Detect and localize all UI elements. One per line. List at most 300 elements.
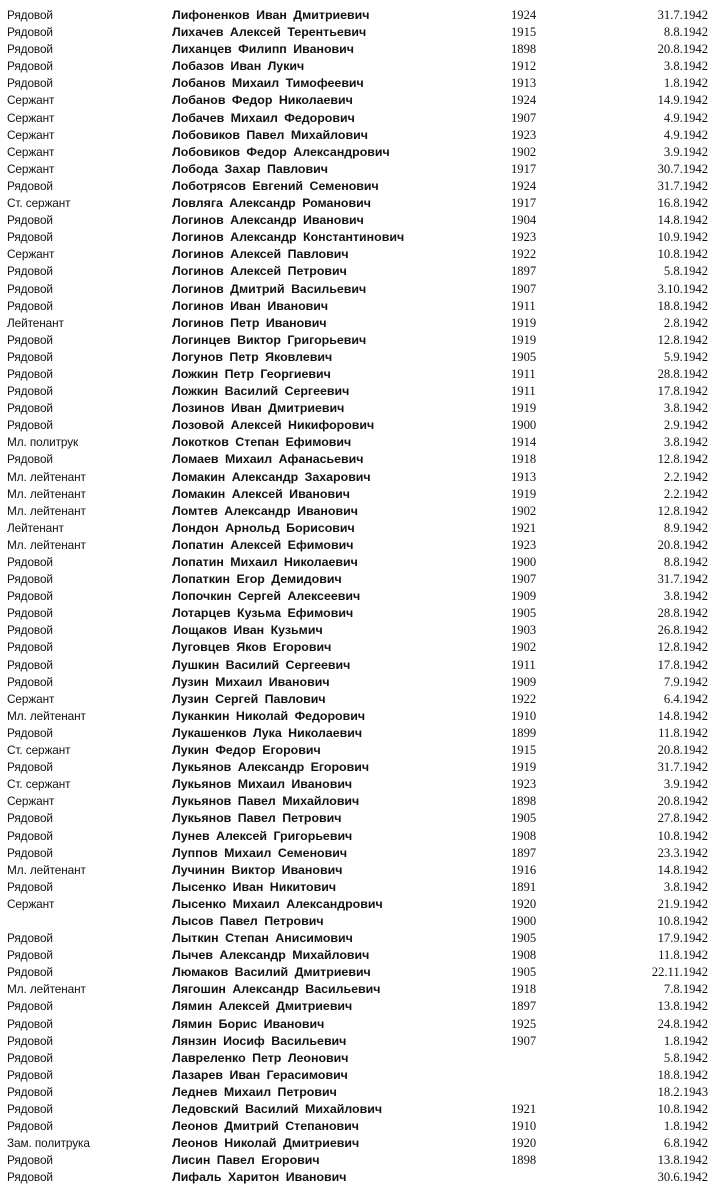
rank-cell: Рядовой bbox=[7, 281, 53, 296]
rank-cell: Ст. сержант bbox=[7, 743, 71, 758]
rank-cell: Сержант bbox=[7, 691, 55, 706]
name-cell: Логинов Александр Константинович bbox=[172, 230, 405, 245]
name-cell: Лысенко Иван Никитович bbox=[172, 879, 337, 894]
date-cell: 10.8.1942 bbox=[657, 1102, 708, 1116]
name-cell: Леонов Дмитрий Степанович bbox=[172, 1119, 359, 1134]
name-cell: Логинов Алексей Павлович bbox=[172, 247, 349, 262]
rank-cell: Мл. лейтенант bbox=[7, 982, 86, 997]
rank-cell: Рядовой bbox=[7, 828, 53, 843]
birth-year-cell: 1902 bbox=[511, 640, 537, 655]
list-item bbox=[0, 930, 718, 947]
birth-year-cell: 1920 bbox=[511, 1136, 537, 1151]
list-item bbox=[0, 1050, 718, 1067]
date-cell: 31.7.1942 bbox=[657, 178, 708, 193]
birth-year-cell: 1924 bbox=[511, 178, 537, 193]
birth-year-cell: 1905 bbox=[511, 931, 537, 946]
birth-year-cell: 1897 bbox=[511, 264, 537, 279]
rank-cell: Рядовой bbox=[7, 452, 53, 467]
birth-year-cell: 1905 bbox=[511, 965, 537, 980]
rank-cell: Рядовой bbox=[7, 760, 53, 775]
name-cell: Логинов Дмитрий Васильевич bbox=[172, 281, 367, 296]
name-cell: Лунев Алексей Григорьевич bbox=[172, 828, 353, 843]
date-cell: 3.9.1942 bbox=[663, 144, 708, 159]
rank-cell: Рядовой bbox=[7, 366, 53, 381]
rank-cell: Рядовой bbox=[7, 572, 53, 587]
birth-year-cell: 1911 bbox=[511, 298, 536, 313]
birth-year-cell: 1918 bbox=[511, 982, 537, 997]
date-cell: 12.8.1942 bbox=[657, 640, 708, 655]
birth-year-cell: 1907 bbox=[511, 110, 537, 125]
date-cell: 2.9.1942 bbox=[663, 418, 708, 433]
name-cell: Лощаков Иван Кузьмич bbox=[172, 623, 323, 638]
rank-cell: Рядовой bbox=[7, 1170, 53, 1185]
name-cell: Лифаль Харитон Иванович bbox=[172, 1170, 347, 1185]
rank-cell: Ст. сержант bbox=[7, 196, 71, 211]
birth-year-cell: 1902 bbox=[511, 503, 537, 518]
birth-year-cell: 1920 bbox=[511, 896, 537, 911]
name-cell: Лобовиков Павел Михайлович bbox=[172, 127, 368, 142]
rank-cell: Рядовой bbox=[7, 1067, 53, 1082]
rank-cell: Рядовой bbox=[7, 623, 53, 638]
date-cell: 3.9.1942 bbox=[663, 777, 708, 792]
birth-year-cell: 1911 bbox=[511, 657, 536, 672]
list-item bbox=[0, 315, 718, 332]
list-item bbox=[0, 657, 718, 674]
list-item bbox=[0, 845, 718, 862]
list-item bbox=[0, 674, 718, 691]
date-cell: 27.8.1942 bbox=[657, 811, 708, 826]
birth-year-cell: 1924 bbox=[511, 93, 537, 108]
rank-cell: Рядовой bbox=[7, 1102, 53, 1116]
birth-year-cell: 1922 bbox=[511, 691, 537, 706]
birth-year-cell: 1903 bbox=[511, 623, 537, 638]
name-cell: Лобачев Михаил Федорович bbox=[172, 110, 355, 125]
birth-year-cell: 1921 bbox=[511, 1102, 537, 1116]
rank-cell: Мл. лейтенант bbox=[7, 469, 86, 484]
name-cell: Логинов Иван Иванович bbox=[172, 298, 329, 313]
name-cell: Ложкин Петр Георгиевич bbox=[172, 366, 331, 381]
list-item bbox=[0, 776, 718, 793]
rank-cell: Ст. сержант bbox=[7, 777, 71, 792]
list-item bbox=[0, 400, 718, 417]
date-cell: 4.9.1942 bbox=[663, 110, 708, 125]
birth-year-cell: 1900 bbox=[511, 913, 537, 928]
birth-year-cell: 1912 bbox=[511, 59, 537, 74]
list-item bbox=[0, 178, 718, 195]
date-cell: 17.8.1942 bbox=[657, 657, 708, 672]
date-cell: 10.8.1942 bbox=[657, 828, 708, 843]
date-cell: 12.8.1942 bbox=[657, 332, 708, 347]
name-cell: Лоботрясов Евгений Семенович bbox=[172, 178, 379, 193]
name-cell: Логинцев Виктор Григорьевич bbox=[172, 332, 367, 347]
name-cell: Лысов Павел Петрович bbox=[172, 913, 324, 928]
list-item bbox=[0, 161, 718, 178]
rank-cell: Рядовой bbox=[7, 999, 53, 1014]
name-cell: Люмаков Василий Дмитриевич bbox=[172, 965, 371, 980]
date-cell: 1.8.1942 bbox=[663, 76, 708, 91]
rank-cell: Рядовой bbox=[7, 725, 53, 740]
name-cell: Лягошин Александр Васильевич bbox=[172, 982, 381, 997]
rank-cell: Сержант bbox=[7, 127, 55, 142]
name-cell: Луппов Михаил Семенович bbox=[172, 845, 348, 860]
name-cell: Лобазов Иван Лукич bbox=[172, 59, 305, 74]
list-item bbox=[0, 434, 718, 451]
list-item bbox=[0, 486, 718, 503]
list-item bbox=[0, 913, 718, 930]
name-cell: Лихачев Алексей Терентьевич bbox=[172, 25, 367, 40]
list-item bbox=[0, 1067, 718, 1084]
birth-year-cell: 1898 bbox=[511, 42, 537, 57]
birth-year-cell: 1911 bbox=[511, 384, 536, 399]
list-item bbox=[0, 195, 718, 212]
name-cell: Лиханцев Филипп Иванович bbox=[172, 42, 354, 57]
date-cell: 20.8.1942 bbox=[657, 794, 708, 809]
birth-year-cell: 1924 bbox=[511, 8, 537, 22]
list-item bbox=[0, 229, 718, 246]
birth-year-cell: 1905 bbox=[511, 349, 537, 364]
rank-cell: Сержант bbox=[7, 896, 55, 911]
name-cell: Лукьянов Михаил Иванович bbox=[172, 777, 353, 792]
list-item bbox=[0, 981, 718, 998]
name-cell: Лямин Борис Иванович bbox=[172, 1016, 325, 1031]
name-cell: Леднев Михаил Петрович bbox=[172, 1084, 337, 1099]
birth-year-cell: 1919 bbox=[511, 401, 537, 416]
date-cell: 11.8.1942 bbox=[658, 725, 708, 740]
birth-year-cell: 1897 bbox=[511, 999, 537, 1014]
name-cell: Ложкин Василий Сергеевич bbox=[172, 384, 350, 399]
name-cell: Лузин Сергей Павлович bbox=[172, 691, 326, 706]
list-item bbox=[0, 554, 718, 571]
birth-year-cell: 1923 bbox=[511, 777, 537, 792]
date-cell: 20.8.1942 bbox=[657, 743, 708, 758]
rank-cell: Рядовой bbox=[7, 640, 53, 655]
rank-cell: Рядовой bbox=[7, 879, 53, 894]
date-cell: 12.8.1942 bbox=[657, 452, 708, 467]
name-cell: Лобанов Михаил Тимофеевич bbox=[172, 76, 364, 91]
birth-year-cell: 1921 bbox=[511, 520, 537, 535]
birth-year-cell: 1907 bbox=[511, 1033, 537, 1048]
name-cell: Локотков Степан Ефимович bbox=[172, 435, 352, 450]
rank-cell: Рядовой bbox=[7, 25, 53, 40]
birth-year-cell: 1919 bbox=[511, 486, 537, 501]
name-cell: Лучинин Виктор Иванович bbox=[172, 862, 343, 877]
date-cell: 28.8.1942 bbox=[657, 606, 708, 621]
rank-cell: Рядовой bbox=[7, 332, 53, 347]
list-item bbox=[0, 964, 718, 981]
name-cell: Леонов Николай Дмитриевич bbox=[172, 1136, 360, 1151]
name-cell: Лукин Федор Егорович bbox=[172, 743, 321, 758]
list-item bbox=[0, 281, 718, 298]
birth-year-cell: 1907 bbox=[511, 281, 537, 296]
date-cell: 2.2.1942 bbox=[663, 486, 708, 501]
name-cell: Лавреленко Петр Леонович bbox=[172, 1050, 349, 1065]
list-item bbox=[0, 451, 718, 468]
birth-year-cell: 1904 bbox=[511, 213, 537, 228]
list-item bbox=[0, 263, 718, 280]
name-cell: Ломаев Михаил Афанасьевич bbox=[172, 452, 364, 467]
list-item bbox=[0, 1033, 718, 1050]
date-cell: 23.3.1942 bbox=[657, 845, 708, 860]
date-cell: 11.8.1942 bbox=[658, 948, 708, 963]
date-cell: 24.8.1942 bbox=[657, 1016, 708, 1031]
rank-cell: Рядовой bbox=[7, 845, 53, 860]
date-cell: 14.8.1942 bbox=[657, 708, 708, 723]
date-cell: 16.8.1942 bbox=[657, 196, 708, 211]
birth-year-cell: 1899 bbox=[511, 725, 537, 740]
name-cell: Луканкин Николай Федорович bbox=[172, 708, 366, 723]
list-item bbox=[0, 605, 718, 622]
birth-year-cell: 1910 bbox=[511, 708, 537, 723]
rank-cell: Зам. политрука bbox=[7, 1136, 90, 1151]
name-cell: Лямин Алексей Дмитриевич bbox=[172, 999, 353, 1014]
birth-year-cell: 1897 bbox=[511, 845, 537, 860]
list-item bbox=[0, 92, 718, 109]
date-cell: 17.9.1942 bbox=[657, 931, 708, 946]
rank-cell: Рядовой bbox=[7, 674, 53, 689]
name-cell: Лозинов Иван Дмитриевич bbox=[172, 401, 345, 416]
rank-cell: Сержант bbox=[7, 110, 55, 125]
rank-cell: Лейтенант bbox=[7, 520, 64, 535]
rank-cell: Рядовой bbox=[7, 178, 53, 193]
list-item bbox=[0, 947, 718, 964]
birth-year-cell: 1919 bbox=[511, 315, 537, 330]
date-cell: 17.8.1942 bbox=[657, 384, 708, 399]
date-cell: 26.8.1942 bbox=[657, 623, 708, 638]
date-cell: 10.9.1942 bbox=[657, 230, 708, 245]
date-cell: 2.8.1942 bbox=[663, 315, 708, 330]
date-cell: 5.8.1942 bbox=[663, 264, 708, 279]
date-cell: 28.8.1942 bbox=[657, 366, 708, 381]
list-item bbox=[0, 588, 718, 605]
date-cell: 13.8.1942 bbox=[657, 1153, 708, 1168]
birth-year-cell: 1917 bbox=[511, 196, 537, 211]
date-cell: 1.8.1942 bbox=[663, 1119, 708, 1134]
birth-year-cell: 1907 bbox=[511, 572, 537, 587]
list-item bbox=[0, 828, 718, 845]
date-cell: 14.8.1942 bbox=[657, 862, 708, 877]
name-cell: Лисин Павел Егорович bbox=[172, 1153, 320, 1168]
birth-year-cell: 1914 bbox=[511, 435, 537, 450]
name-cell: Луговцев Яков Егорович bbox=[172, 640, 332, 655]
list-item bbox=[0, 896, 718, 913]
birth-year-cell: 1923 bbox=[511, 127, 537, 142]
date-cell: 10.8.1942 bbox=[657, 913, 708, 928]
rank-cell: Рядовой bbox=[7, 1016, 53, 1031]
name-cell: Ломакин Александр Захарович bbox=[172, 469, 371, 484]
birth-year-cell: 1908 bbox=[511, 948, 537, 963]
rank-cell: Рядовой bbox=[7, 1050, 53, 1065]
date-cell: 2.2.1942 bbox=[663, 469, 708, 484]
list-item bbox=[0, 7, 718, 24]
list-item bbox=[0, 127, 718, 144]
date-cell: 6.4.1942 bbox=[663, 691, 708, 706]
name-cell: Лузин Михаил Иванович bbox=[172, 674, 330, 689]
list-item bbox=[0, 41, 718, 58]
date-cell: 1.8.1942 bbox=[663, 1033, 708, 1048]
list-item bbox=[0, 144, 718, 161]
list-item bbox=[0, 1135, 718, 1152]
name-cell: Лычев Александр Михайлович bbox=[172, 948, 370, 963]
rank-cell: Рядовой bbox=[7, 555, 53, 569]
list-item bbox=[0, 571, 718, 588]
date-cell: 3.8.1942 bbox=[663, 401, 708, 416]
list-item bbox=[0, 708, 718, 725]
birth-year-cell: 1919 bbox=[511, 760, 537, 775]
birth-year-cell: 1925 bbox=[511, 1016, 537, 1031]
name-cell: Лобода Захар Павлович bbox=[172, 161, 328, 176]
name-cell: Ломакин Алексей Иванович bbox=[172, 486, 350, 501]
rank-cell: Рядовой bbox=[7, 1084, 53, 1099]
birth-year-cell: 1910 bbox=[511, 1119, 537, 1134]
name-cell: Логунов Петр Яковлевич bbox=[172, 349, 333, 364]
rank-cell: Рядовой bbox=[7, 384, 53, 399]
birth-year-cell: 1923 bbox=[511, 537, 537, 552]
list-item bbox=[0, 212, 718, 229]
list-item bbox=[0, 691, 718, 708]
rank-cell: Мл. лейтенант bbox=[7, 537, 86, 552]
rank-cell: Рядовой bbox=[7, 1033, 53, 1048]
name-cell: Лондон Арнольд Борисович bbox=[172, 520, 355, 535]
list-item bbox=[0, 366, 718, 383]
birth-year-cell: 1918 bbox=[511, 452, 537, 467]
list-item bbox=[0, 520, 718, 537]
date-cell: 18.2.1943 bbox=[657, 1084, 708, 1099]
list-item bbox=[0, 1118, 718, 1135]
list-item bbox=[0, 759, 718, 776]
birth-year-cell: 1891 bbox=[511, 879, 537, 894]
name-cell: Лысенко Михаил Александрович bbox=[172, 896, 383, 911]
name-cell: Лушкин Василий Сергеевич bbox=[172, 657, 351, 672]
name-cell: Лукьянов Павел Петрович bbox=[172, 811, 342, 826]
name-cell: Ломтев Александр Иванович bbox=[172, 503, 358, 518]
birth-year-cell: 1913 bbox=[511, 469, 537, 484]
date-cell: 31.7.1942 bbox=[657, 760, 708, 775]
list-item bbox=[0, 622, 718, 639]
rank-cell: Рядовой bbox=[7, 1153, 53, 1168]
birth-year-cell: 1915 bbox=[511, 743, 537, 758]
rank-cell: Рядовой bbox=[7, 401, 53, 416]
name-cell: Лопатин Алексей Ефимович bbox=[172, 537, 354, 552]
name-cell: Ловляга Александр Романович bbox=[172, 196, 371, 211]
date-cell: 4.9.1942 bbox=[663, 127, 708, 142]
list-item bbox=[0, 417, 718, 434]
birth-year-cell: 1913 bbox=[511, 76, 537, 91]
date-cell: 5.9.1942 bbox=[663, 349, 708, 364]
date-cell: 5.8.1942 bbox=[663, 1050, 708, 1065]
rank-cell: Рядовой bbox=[7, 1119, 53, 1134]
casualty-list bbox=[0, 7, 718, 1186]
date-cell: 14.9.1942 bbox=[657, 93, 708, 108]
date-cell: 31.7.1942 bbox=[657, 8, 708, 22]
rank-cell: Лейтенант bbox=[7, 315, 64, 330]
list-item bbox=[0, 725, 718, 742]
name-cell: Лыткин Степан Анисимович bbox=[172, 931, 353, 946]
rank-cell: Мл. политрук bbox=[7, 435, 79, 450]
date-cell: 3.8.1942 bbox=[663, 879, 708, 894]
rank-cell: Мл. лейтенант bbox=[7, 862, 86, 877]
date-cell: 8.8.1942 bbox=[663, 25, 708, 40]
date-cell: 7.8.1942 bbox=[663, 982, 708, 997]
list-item bbox=[0, 332, 718, 349]
date-cell: 22.11.1942 bbox=[651, 965, 708, 980]
list-item bbox=[0, 110, 718, 127]
birth-year-cell: 1911 bbox=[511, 366, 536, 381]
list-item bbox=[0, 1152, 718, 1169]
date-cell: 30.7.1942 bbox=[657, 161, 708, 176]
rank-cell: Сержант bbox=[7, 144, 55, 159]
date-cell: 3.8.1942 bbox=[663, 589, 708, 604]
rank-cell: Рядовой bbox=[7, 59, 53, 74]
name-cell: Ледовский Василий Михайлович bbox=[172, 1102, 383, 1116]
list-item bbox=[0, 75, 718, 92]
list-item bbox=[0, 58, 718, 75]
birth-year-cell: 1905 bbox=[511, 606, 537, 621]
rank-cell: Рядовой bbox=[7, 213, 53, 228]
list-item bbox=[0, 742, 718, 759]
birth-year-cell: 1900 bbox=[511, 555, 537, 569]
rank-cell: Рядовой bbox=[7, 589, 53, 604]
list-item bbox=[0, 537, 718, 554]
date-cell: 20.8.1942 bbox=[657, 42, 708, 57]
name-cell: Лукашенков Лука Николаевич bbox=[172, 725, 363, 740]
rank-cell: Рядовой bbox=[7, 230, 53, 245]
list-item bbox=[0, 1101, 718, 1118]
date-cell: 10.8.1942 bbox=[657, 247, 708, 262]
date-cell: 6.8.1942 bbox=[663, 1136, 708, 1151]
date-cell: 3.10.1942 bbox=[657, 281, 708, 296]
rank-cell: Сержант bbox=[7, 93, 55, 108]
birth-year-cell: 1923 bbox=[511, 230, 537, 245]
list-item bbox=[0, 298, 718, 315]
list-item bbox=[0, 1084, 718, 1101]
rank-cell: Рядовой bbox=[7, 948, 53, 963]
list-item bbox=[0, 1016, 718, 1033]
list-item bbox=[0, 879, 718, 896]
birth-year-cell: 1905 bbox=[511, 811, 537, 826]
name-cell: Лопочкин Сергей Алексеевич bbox=[172, 589, 361, 604]
list-item bbox=[0, 24, 718, 41]
birth-year-cell: 1909 bbox=[511, 589, 537, 604]
list-item bbox=[0, 639, 718, 656]
list-item bbox=[0, 383, 718, 400]
list-item bbox=[0, 793, 718, 810]
rank-cell: Рядовой bbox=[7, 931, 53, 946]
rank-cell: Рядовой bbox=[7, 418, 53, 433]
rank-cell: Рядовой bbox=[7, 606, 53, 621]
name-cell: Лазарев Иван Герасимович bbox=[172, 1067, 348, 1082]
date-cell: 20.8.1942 bbox=[657, 537, 708, 552]
name-cell: Лозовой Алексей Никифорович bbox=[172, 418, 375, 433]
rank-cell: Рядовой bbox=[7, 76, 53, 91]
list-item bbox=[0, 862, 718, 879]
birth-year-cell: 1900 bbox=[511, 418, 537, 433]
date-cell: 18.8.1942 bbox=[657, 298, 708, 313]
name-cell: Логинов Петр Иванович bbox=[172, 315, 327, 330]
list-item bbox=[0, 503, 718, 520]
rank-cell: Рядовой bbox=[7, 965, 53, 980]
rank-cell: Рядовой bbox=[7, 42, 53, 57]
name-cell: Лопаткин Егор Демидович bbox=[172, 572, 342, 587]
rank-cell: Сержант bbox=[7, 161, 55, 176]
list-item bbox=[0, 349, 718, 366]
rank-cell: Рядовой bbox=[7, 8, 53, 22]
date-cell: 3.8.1942 bbox=[663, 59, 708, 74]
name-cell: Лукьянов Александр Егорович bbox=[172, 760, 370, 775]
birth-year-cell: 1908 bbox=[511, 828, 537, 843]
birth-year-cell: 1917 bbox=[511, 161, 537, 176]
rank-cell: Мл. лейтенант bbox=[7, 708, 86, 723]
name-cell: Логинов Александр Иванович bbox=[172, 213, 364, 228]
